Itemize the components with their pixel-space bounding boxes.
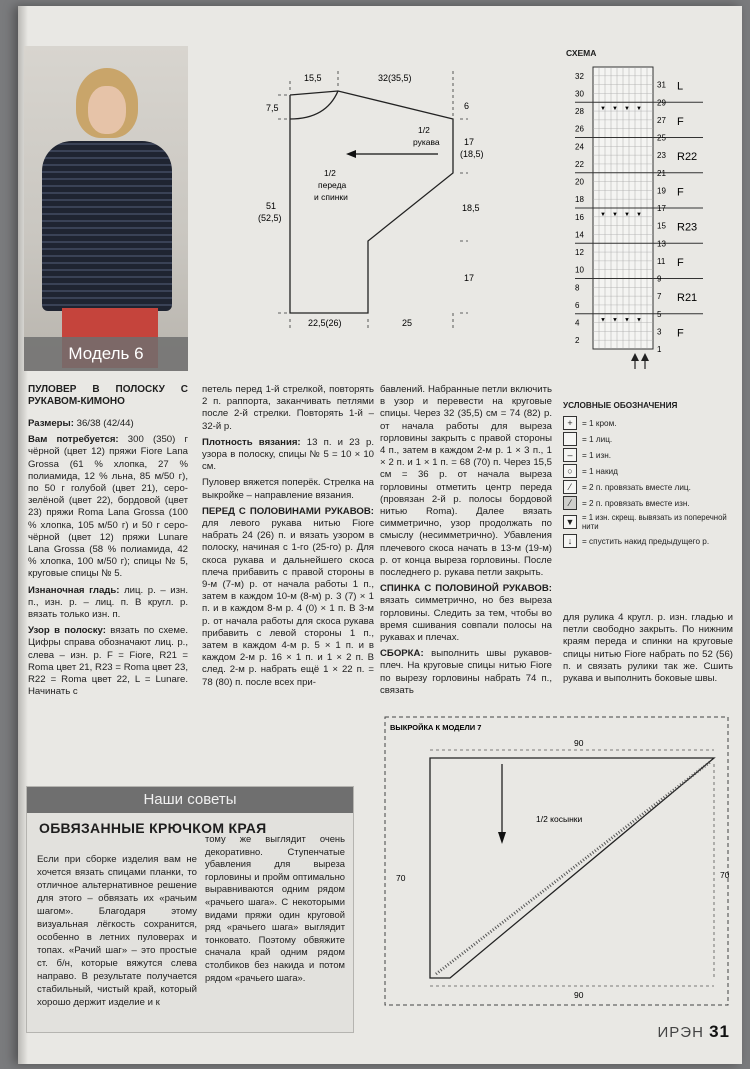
purl-stitch-icon: – bbox=[563, 448, 577, 462]
chart-stitch-mark: ▼ bbox=[624, 106, 630, 113]
tips-column-1: Если при сборке изделия вам не хочется вязать спицами планки, то отличное альтернативное решение для этого – обвязать их «рачьим шагом». Благодаря этому визуальная лёгкость сохранится, особенно в летних пуловерах и топах. «Рачий шаг» – это простые ст. б/н, которые вяжутся слева направо. В результате получается стабильный, чистый край, который хорошо держит изделие и к bbox=[37, 854, 197, 1008]
chart-row-number-left: 28 bbox=[575, 107, 584, 117]
chart-row-number-left: 20 bbox=[575, 177, 584, 187]
chart-stitch-mark: ▼ bbox=[600, 317, 606, 324]
sizes-paragraph: Размеры: 36/38 (42/44) bbox=[28, 418, 134, 429]
model-label: Модель 6 bbox=[24, 337, 188, 371]
tips-column-2: тому же выглядит очень декоративно. Ступенчатые убавления для выреза горловины и пройм оптимально выравниваются одним рядом «рачьего шага». С некоторыми видами пряжи один круговой ряд «рачьего шага» выглядит тонковато. Поэтому обвяжите сначала край одним рядом столбиков без накида и потом рядом «рачьего шага». bbox=[205, 833, 345, 983]
materials-paragraph: Вам потребуется: 300 (350) г чёрной (цвет 12) пряжи Fiore Lana Grossa (61 % хлопка, 27 % полиамида, 12 % льна, 85 м/50 г), по 50 г голубой (цвет 21), серо-зелёной (цвет 22), бордовой (цвет 23) пряжи Roma Lana Grossa (100 % хлопка, 105 м/50 г) и 50 г серо-чёрной (цвет 12) пряжи Lunare Lana Grossa (58 % полиамида, 42 % хлопка, 100 м/50 г); спицы № 5, круговые спицы № 5. bbox=[28, 434, 188, 580]
chart-color-label: L bbox=[677, 80, 684, 93]
pattern2-right: 70 bbox=[720, 870, 729, 880]
brand-name: ИРЭН bbox=[657, 1024, 704, 1041]
scarf-triangle bbox=[430, 758, 714, 978]
dim-left-top: 7,5 bbox=[266, 103, 279, 113]
chart-row-number-left: 16 bbox=[575, 212, 584, 222]
tips-bar: Наши советы bbox=[27, 787, 353, 813]
chart-row-number-right: 19 bbox=[657, 186, 666, 196]
chart-row-number-left: 18 bbox=[575, 195, 584, 205]
pattern2-bottom: 90 bbox=[574, 990, 584, 1000]
chart-stitch-mark: ▼ bbox=[636, 317, 642, 324]
legend bbox=[563, 401, 733, 549]
dim-bottom-left: 22,5(26) bbox=[308, 318, 342, 328]
chart-row-number-left: 14 bbox=[575, 230, 584, 240]
chart-row-number-left: 2 bbox=[575, 336, 580, 346]
chart-title: СХЕМА bbox=[566, 48, 597, 58]
chart-color-label: F bbox=[677, 115, 684, 128]
dim-left-body: 51 bbox=[266, 201, 277, 211]
k2tog-icon: ⁄ bbox=[563, 480, 577, 494]
dim-top-right: 32(35,5) bbox=[378, 73, 412, 83]
legend-title: УСЛОВНЫЕ ОБОЗНАЧЕНИЯ bbox=[563, 401, 678, 410]
scarf-pattern-diagram bbox=[384, 716, 729, 1006]
chart-stitch-mark: ▼ bbox=[624, 317, 630, 324]
text-column-2: петель перед 1-й стрелкой, повторять 2 п. раппорта, заканчивать петлями после 2-й стрелки. Повторять 1-й – 32-й р. Плотность вязания: 13 п. и 23 р. узора в полоску, спицы № 5 = 10 × 10 см. Пуловер вяжется поперёк. Стрелка на выкройке – направление вязания. ПЕРЕД С ПОЛОВИНАМИ РУКАВОВ: для левого рукава нитью Fiore набрать 24 (26) п. и вязать узором в полоску, начиная с 1-го (25-го) р. Для скоса рукава и дальнейшего скоса плеча прибавить с правой стороны в 9-м (7-м) р. от начала работы 1 п., затем в каждом 10-м (8-м) р. 3 (7) × 1 п. и в каждом 8-м р. 4 (0) × 1 п. В 3-м р. от начала работы для скоса рукава прибавить с левой стороны 1 п., затем в каждом 4-м р. 5 × 1 п. и в каждом 2-м р. 16 × 1 п. и 1 × 2 п. В след. 2-м р. набрать ещё 1 × 22 п. = 78 (80) п. после всех при- bbox=[202, 384, 374, 688]
stripe-chart bbox=[563, 61, 733, 371]
chart-row-number-right: 3 bbox=[657, 327, 662, 337]
chart-row-number-left: 22 bbox=[575, 159, 584, 169]
legend-item: + = 1 кром. bbox=[563, 415, 733, 431]
chart-color-label: F bbox=[677, 327, 684, 340]
dim-bottom-right: 25 bbox=[402, 318, 413, 328]
photo-sweater bbox=[42, 141, 172, 311]
chart-row-number-right: 15 bbox=[657, 221, 666, 231]
article-title: ПУЛОВЕР В ПОЛОСКУ С РУКАВОМ-КИМОНО bbox=[28, 384, 188, 407]
dim-right-sleeve-alt: (18,5) bbox=[460, 149, 484, 159]
chart-color-label: R22 bbox=[677, 151, 698, 164]
chart-stitch-mark: ▼ bbox=[636, 211, 642, 218]
chart-row-number-right: 27 bbox=[657, 115, 666, 125]
pattern2-left: 70 bbox=[396, 873, 406, 883]
legend-item: – = 1 изн. bbox=[563, 447, 733, 463]
legend-item: = 1 лиц. bbox=[563, 431, 733, 447]
dim-right-low: 17 bbox=[464, 273, 475, 283]
neckline-curve bbox=[290, 91, 338, 119]
chart-row-number-right: 29 bbox=[657, 98, 666, 108]
text-column-1 bbox=[28, 384, 188, 702]
body-fraction: 1/2 bbox=[324, 168, 336, 178]
chart-row-number-right: 23 bbox=[657, 151, 666, 161]
dim-top-left: 15,5 bbox=[304, 73, 322, 83]
chart-row-number-right: 13 bbox=[657, 239, 666, 249]
sleeve-word: рукава bbox=[413, 137, 440, 147]
density-paragraph: Плотность вязания: 13 п. и 23 р. узора в полоску, спицы № 5 = 10 × 10 см. bbox=[202, 436, 374, 473]
text-column-3: бавлений. Набранные петли включить в узор и перевести на круговые спицы. Через 32 (35,5) см = 74 (82) р. от начала работы для выреза горловины закрыть с правой стороны 4 п., затем в каждом 2-м р. 1 × 3 п., 1 × 2 п. и 1 × 1 п. = 68 (70) п. Через 15,5 см = 36 р. от начала выреза горловины отметить центр переда (провязан 2-й р. полосы бордовой нитью Roma). Далее вязать симметрично, узор продолжать по смыслу (несимметрично). Убавления плечевого скоса начать в 13-м (19-м) р. от конца выреза горловины. После последнего р. рукава петли закрыть. СПИНКА С ПОЛОВИНОЙ РУКАВОВ: вязать симметрично, но без выреза горловины. Следить за тем, чтобы во время сшивания совпали полосы на рукавах и плечах. СБОРКА: выполнить швы рукавов-плеч. На круговые спицы нитью Fiore по вырезу горловины набрать 74 п., связать bbox=[380, 384, 552, 696]
chart-row-number-left: 26 bbox=[575, 124, 584, 134]
chart-stitch-mark: ▼ bbox=[612, 106, 618, 113]
pattern2-title: ВЫКРОЙКА К МОДЕЛИ 7 bbox=[390, 723, 482, 732]
text-column-4: для рулика 4 кругл. р. изн. гладью и петли свободно закрыть. По нижним краям переда и спинки на круговые спицы нитью Fiore набрать по 52 (56) п. и связать рулики так же. Сшить рукава и выполнить боковые швы. bbox=[563, 612, 733, 685]
photo-face bbox=[88, 86, 126, 134]
magazine-page bbox=[18, 6, 742, 1064]
yarn-over-icon: ○ bbox=[563, 464, 577, 478]
stripe-paragraph: Узор в полоску: вязать по схеме. Цифры справа обозначают лиц. р., слева – изн. р. F = Fiore, R21 = Roma цвет 21, R23 = Roma цвет 23, R22 = Roma цвет 22, L = Lunare. Начинать с bbox=[28, 625, 188, 698]
chart-row-number-right: 9 bbox=[657, 274, 662, 284]
model-photo bbox=[24, 46, 188, 371]
dim-right-mid: 18,5 bbox=[462, 203, 480, 213]
chart-stitch-mark: ▼ bbox=[624, 211, 630, 218]
tips-box bbox=[26, 786, 354, 1033]
edge-stitch-icon: + bbox=[563, 416, 577, 430]
back-paragraph: СПИНКА С ПОЛОВИНОЙ РУКАВОВ: вязать симметрично, но без выреза горловины. Следить за тем, чтобы во время сшивания совпали полосы на рукавах и плечах. bbox=[380, 583, 552, 644]
purl-paragraph: Изнаночная гладь: лиц. р. – изн. п., изн. р. – лиц. п. В кругл. р. вязать только изн. п. bbox=[28, 584, 188, 621]
chart-row-number-left: 24 bbox=[575, 142, 584, 152]
legend-item: ↓ = спустить накид предыдущего р. bbox=[563, 533, 733, 549]
chart-row-number-right: 5 bbox=[657, 309, 662, 319]
chart-row-number-left: 8 bbox=[575, 283, 580, 293]
chart-stitch-mark: ▼ bbox=[600, 211, 606, 218]
legend-item: ⁄ = 2 п. провязать вместе изн. bbox=[563, 495, 733, 511]
chart-row-number-right: 31 bbox=[657, 80, 666, 90]
chart-row-number-right: 1 bbox=[657, 345, 662, 354]
chart-row-number-right: 25 bbox=[657, 133, 666, 143]
legend-item: ⁄ = 2 п. провязать вместе лиц. bbox=[563, 479, 733, 495]
pattern2-inner: 1/2 косынки bbox=[536, 814, 583, 824]
chart-color-label: R23 bbox=[677, 221, 698, 234]
dim-right-top: 6 bbox=[464, 101, 470, 111]
chart-row-number-left: 12 bbox=[575, 248, 584, 258]
legend-item: ○ = 1 накид bbox=[563, 463, 733, 479]
chart-row-number-left: 30 bbox=[575, 89, 584, 99]
drop-yarn-over-icon: ↓ bbox=[563, 534, 577, 548]
chart-row-number-left: 6 bbox=[575, 300, 580, 310]
front-paragraph: ПЕРЕД С ПОЛОВИНАМИ РУКАВОВ: для левого рукава нитью Fiore набрать 24 (26) п. и вязать узором в полоску, начиная с 1-го (25-го) р. Для скоса рукава и дальнейшего скоса плеча прибавить с правой стороны в 9-м (7-м) р. от начала работы 1 п., затем в каждом 10-м (8-м) р. 3 (7) × 1 п. и в каждом 8-м р. 4 (0) × 1 п. В 3-м р. от начала работы для скоса рукава прибавить с левой стороны 1 п., затем в каждом 4-м р. 5 × 1 п. и в каждом 2-м р. 16 × 1 п. и 1 × 2 п. В след. 2-м р. набрать ещё 1 × 22 п. = 78 (80) п. после всех при- bbox=[202, 505, 374, 688]
body-word-1: переда bbox=[318, 180, 347, 190]
twisted-purl-icon: ▼ bbox=[563, 515, 577, 529]
p2tog-icon: ⁄ bbox=[563, 496, 577, 510]
chart-row-number-right: 17 bbox=[657, 204, 666, 213]
chart-stitch-mark: ▼ bbox=[636, 106, 642, 113]
chart-stitch-mark: ▼ bbox=[612, 211, 618, 218]
chart-color-label: R21 bbox=[677, 292, 698, 305]
chart-row-number-left: 32 bbox=[575, 71, 584, 81]
chart-row-number-left: 4 bbox=[575, 318, 580, 328]
sleeve-fraction: 1/2 bbox=[418, 125, 430, 135]
chart-color-label: F bbox=[677, 256, 684, 269]
dim-right-sleeve: 17 bbox=[464, 137, 475, 147]
assembly-paragraph: СБОРКА: выполнить швы рукавов-плеч. На круговые спицы нитью Fiore по вырезу горловины набрать 74 п., связать bbox=[380, 648, 552, 696]
chart-stitch-mark: ▼ bbox=[600, 106, 606, 113]
chart-row-number-right: 21 bbox=[657, 168, 666, 178]
body-word-2: и спинки bbox=[314, 192, 348, 202]
page-number: 31 bbox=[709, 1022, 730, 1041]
sweater-pattern-diagram bbox=[238, 61, 508, 336]
chart-row-number-right: 11 bbox=[657, 256, 666, 266]
legend-item: ▼ = 1 изн. скрещ. вывязать из поперечной нити bbox=[563, 511, 733, 533]
dim-left-body-alt: (52,5) bbox=[258, 213, 282, 223]
page-footer bbox=[658, 1022, 731, 1042]
chart-row-number-left: 10 bbox=[575, 265, 584, 275]
chart-color-label: F bbox=[677, 186, 684, 199]
tips-heading: ОБВЯЗАННЫЕ КРЮЧКОМ КРАЯ bbox=[39, 820, 267, 836]
knit-stitch-icon bbox=[563, 432, 577, 446]
pattern2-top: 90 bbox=[574, 738, 584, 748]
chart-row-number-right: 7 bbox=[657, 292, 662, 302]
chart-stitch-mark: ▼ bbox=[612, 317, 618, 324]
